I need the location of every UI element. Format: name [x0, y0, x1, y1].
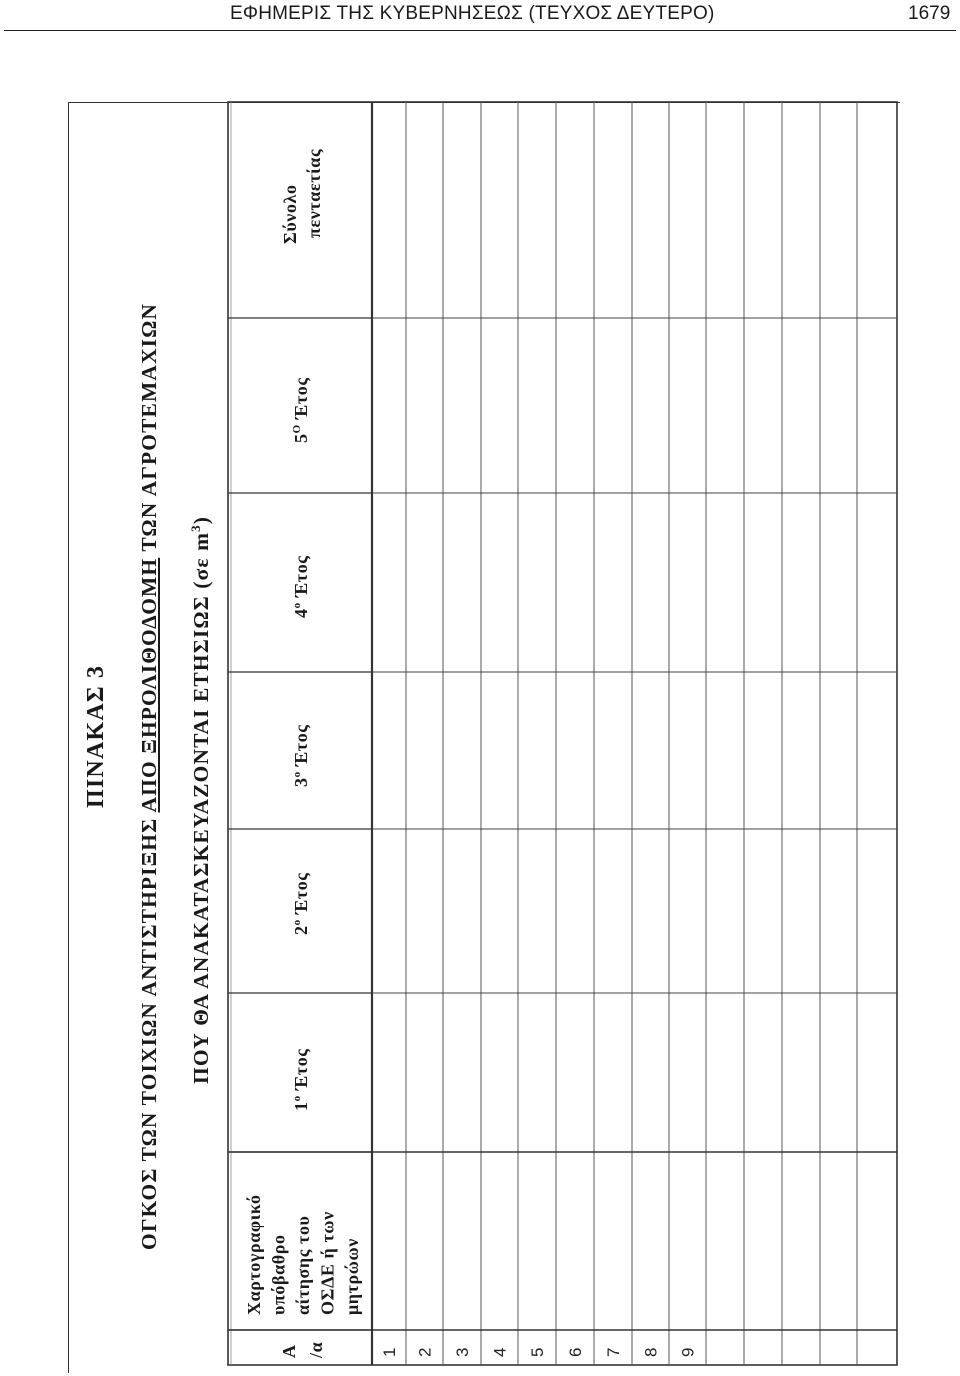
row-number: 6 [566, 1347, 585, 1357]
title-line2-main: ΠΟΥ ΘΑ ΑΝΑΚΑΤΑΣΚΕΥΑΖΟΝΤΑΙ ΕΤΗΣΙΩΣ (σε m [189, 531, 214, 1084]
title-line1-part1: ΟΓΚΟΣ ΤΩΝ ΤΟΙΧΙΩΝ ΑΝΤΙΣΤΗΡΙΞΗΣ [137, 812, 161, 1250]
row-number: 7 [604, 1347, 623, 1357]
map-column-header-line: ΟΣΔΕ ή των [317, 1211, 338, 1315]
aa-column-header-line: /α [306, 1341, 326, 1358]
row-number: 2 [415, 1347, 435, 1357]
map-column-header-line: μητρώων [342, 1238, 362, 1315]
year-column-header: $4^o$ Έτος [291, 555, 311, 618]
table-border [228, 102, 897, 1365]
title-line1-part2: ΤΩΝ ΑΓΡΟΤΕΜΑΧΙΩΝ [137, 302, 161, 558]
row-number: 4 [490, 1347, 510, 1357]
gazette-title: ΕΦΗΜΕΡΙΣ ΤΗΣ ΚΥΒΕΡΝΗΣΕΩΣ (ΤΕΥΧΟΣ ΔΕΥΤΕΡΟ) [230, 3, 715, 24]
total-column-header-line: Σύνολο [280, 184, 300, 244]
aa-column-header-line: Α [279, 1344, 299, 1358]
row-number: 8 [641, 1347, 661, 1357]
year-column-header: $2^o$ Έτος [291, 872, 311, 935]
title-line1-underlined: ΑΠΟ ΞΗΡΟΛΙΘΟΔΟΜΗ [137, 557, 161, 813]
title-line2-sup: 3 [188, 524, 203, 532]
year-column-header: $1^o$ Έτος [291, 1048, 311, 1111]
map-column-header-line: Χαρτογραφικό [244, 1194, 264, 1315]
map-column-header-line: αίτησης του [293, 1215, 313, 1315]
total-column-header-line: πενταετίας [304, 148, 324, 238]
year-column-header: $3^o$ Έτος [291, 724, 311, 787]
row-number: 1 [380, 1347, 399, 1357]
row-number: 9 [678, 1347, 698, 1357]
table-label: ΠΙΝΑΚΑΣ 3 [83, 664, 109, 808]
map-column-header-line: υπόβαθρο [268, 1234, 289, 1315]
page-number: 1679 [908, 3, 951, 24]
year-column-header: $5^O$ Έτος [291, 377, 311, 443]
row-number: 5 [528, 1347, 547, 1357]
title-line2-end: ) [189, 516, 214, 525]
row-number: 3 [453, 1347, 472, 1357]
